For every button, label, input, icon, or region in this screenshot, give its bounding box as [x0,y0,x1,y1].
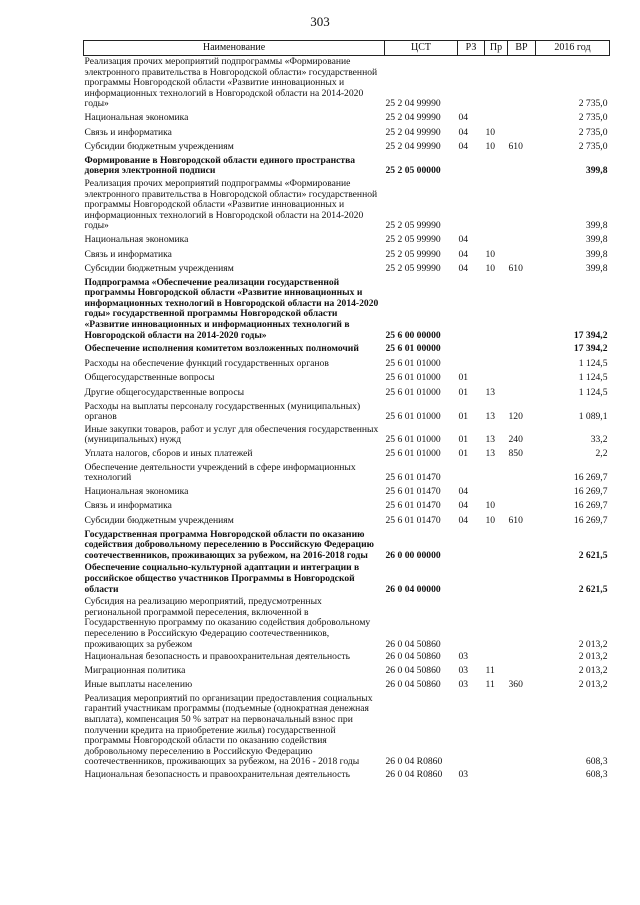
row-name: Иные закупки товаров, работ и услуг для обеспечения государственных (муниципальных) нужд [84,423,379,446]
table-row [84,178,610,233]
row-pr: 13 [485,411,496,423]
row-vr: 610 [508,141,523,153]
row-pr [485,529,508,563]
row-cst: 25 6 01 01000 [385,448,441,459]
row-vr [508,562,536,596]
row-amount: 399,8 [585,263,608,275]
row-pr [485,485,508,500]
table-row [84,140,610,155]
row-amount: 1 089,1 [578,411,608,423]
row-amount: 2 013,2 [578,651,608,663]
row-rz: 04 [458,141,469,153]
row-name: Национальная экономика [84,485,189,497]
row-vr: 360 [508,679,523,691]
row-vr [508,485,536,500]
row-vr [508,499,536,514]
row-pr [485,371,508,386]
row-amount: 16 269,7 [573,472,608,484]
row-amount: 17 394,2 [573,329,608,341]
row-name: Формирование в Новгородской области единого пространства доверия электронной подписи [84,154,356,177]
row-name: Иные выплаты населению [84,679,193,691]
table-row [84,401,610,424]
row-cst: 25 2 05 99990 [385,248,441,260]
row-rz: 01 [458,411,469,423]
table-body [84,56,610,782]
row-cst: 25 6 01 01000 [385,434,441,446]
table-row [84,529,610,563]
row-name: Обеспечение деятельности учреждений в сфере информационных технологий [84,461,356,484]
row-pr [485,277,508,343]
table-row [84,678,610,693]
table-row [84,371,610,386]
row-pr: 13 [485,387,496,399]
row-rz [458,277,485,343]
row-name: Субсидии бюджетным учреждениям [84,263,234,275]
header-cst: ЦСТ [385,41,458,56]
row-pr [485,178,508,233]
table-row [84,693,610,769]
table-row [84,277,610,343]
row-vr [508,693,536,769]
row-rz [458,56,485,111]
table-row [84,262,610,277]
table-row [84,499,610,514]
row-rz: 01 [458,372,469,384]
row-amount: 16 269,7 [573,500,608,512]
header-pr: Пр [485,41,508,56]
row-cst: 26 0 04 R0860 [385,756,443,768]
row-amount: 2 735,0 [578,126,608,138]
row-amount: 608,3 [585,756,608,768]
row-pr: 10 [485,263,496,275]
row-name: Реализация мероприятий по организации предоставления социальных гарантий участникам программы (подъемные (однократная денежная выплата), компенсация 50 % затрат на первоначальный взнос при получении кредита на приобретение жилья) государственной программы Новгородской области по оказанию содействия добровольному переселению в Российскую Федерацию соотечественников, проживающих за рубежом, на 2016 - 2018 годы [84,692,373,768]
row-pr [485,56,508,111]
row-cst: 25 2 05 99990 [385,233,441,245]
row-rz [458,596,485,651]
row-rz: 04 [458,500,469,512]
row-name: Национальная экономика [84,233,189,245]
row-name: Субсидии бюджетным учреждениям [84,514,234,526]
header-vr: ВР [508,41,536,56]
row-name: Субсидии бюджетным учреждениям [84,141,234,153]
row-pr [485,596,508,651]
table-row [84,485,610,500]
row-name: Связь и информатика [84,126,172,138]
table-row [84,769,610,782]
row-pr [485,233,508,248]
table-row [84,126,610,141]
row-rz: 03 [458,679,469,691]
row-cst: 26 0 04 50860 [385,679,441,691]
row-cst: 25 6 00 00000 [385,329,441,341]
row-amount: 2 013,2 [578,664,608,676]
row-cst: 26 0 00 00000 [385,549,441,561]
row-rz: 04 [458,263,469,275]
row-rz [458,357,485,372]
row-pr: 10 [485,141,496,153]
table-row [84,342,610,357]
row-rz: 04 [458,126,469,138]
header-name: Наименование [84,41,385,56]
table-row [84,562,610,596]
row-amount: 2 735,0 [578,98,608,110]
row-rz: 04 [458,514,469,526]
row-rz [458,693,485,769]
row-pr [485,155,508,178]
table-row [84,447,610,462]
row-cst: 26 0 04 50860 [385,664,441,676]
row-vr [508,529,536,563]
table-row [84,514,610,529]
row-amount: 399,8 [585,165,608,177]
row-rz: 04 [458,233,469,245]
row-name: Обеспечение социально-культурной адаптации и интеграции в российское общество участников Программы в Новгородской области [84,562,360,595]
table-row [84,233,610,248]
row-vr [508,769,536,782]
row-pr: 13 [485,434,496,446]
row-cst: 25 6 01 01000 [385,372,441,384]
row-pr: 10 [485,126,496,138]
row-amount: 2 621,5 [578,549,608,561]
row-vr [508,342,536,357]
row-name: Национальная безопасность и правоохранительная деятельность [84,769,350,781]
row-rz: 03 [458,651,469,663]
table-row [84,357,610,372]
row-pr [485,562,508,596]
row-vr [508,56,536,111]
row-vr [508,462,536,485]
row-amount: 2 735,0 [578,141,608,153]
row-amount: 1 124,5 [578,372,608,384]
row-rz [458,529,485,563]
row-vr [508,651,536,664]
row-cst: 25 6 01 01470 [385,472,441,484]
row-name: Другие общегосударственные вопросы [84,387,245,399]
row-amount: 2 013,2 [578,679,608,691]
row-pr: 11 [485,679,495,691]
row-amount: 1 124,5 [578,357,608,369]
row-vr: 850 [508,448,523,459]
row-cst: 25 2 05 99990 [385,220,441,232]
row-pr: 10 [485,500,496,512]
table-row [84,155,610,178]
row-cst: 25 6 01 01000 [385,357,441,369]
row-pr [485,342,508,357]
row-cst: 25 6 01 01000 [385,387,441,399]
row-cst: 25 6 01 01000 [385,411,441,423]
row-cst: 25 2 04 99990 [385,111,441,123]
budget-table [83,40,610,782]
row-cst: 25 2 04 99990 [385,98,441,110]
row-vr [508,664,536,679]
row-vr [508,111,536,126]
row-cst: 26 0 04 R0860 [385,769,443,781]
row-rz: 03 [458,664,469,676]
row-rz: 04 [458,111,469,123]
row-vr [508,248,536,263]
row-amount: 2 013,2 [578,638,608,650]
row-rz [458,342,485,357]
page-number: 303 [310,14,330,29]
row-rz: 03 [458,769,469,781]
table-row [84,386,610,401]
table-row [84,248,610,263]
row-cst: 25 6 01 01470 [385,514,441,526]
row-amount: 2,2 [595,448,608,459]
row-name: Субсидия на реализацию мероприятий, предусмотренных региональной программой переселения, включенной в Государственную программу по оказанию содействия добровольному переселению в Российскую Федерацию соотечественников, проживающих за рубежом [84,596,371,650]
row-pr [485,462,508,485]
row-vr [508,596,536,651]
row-rz [458,178,485,233]
header-year: 2016 год [536,41,610,56]
row-cst: 25 2 04 99990 [385,126,441,138]
table-header [84,41,610,56]
table-row [84,111,610,126]
row-vr: 240 [508,434,523,446]
row-rz: 04 [458,248,469,260]
table-row [84,462,610,485]
row-pr [485,651,508,664]
row-amount: 399,8 [585,248,608,260]
row-name: Связь и информатика [84,500,172,512]
row-name: Национальная безопасность и правоохранительная деятельность [84,651,350,663]
table-row [84,56,610,111]
row-amount: 33,2 [590,434,608,446]
table-row [84,651,610,664]
row-name: Подпрограмма «Обеспечение реализации государственной программы Новгородской области «Развитие инновационных и информационных технологий в Новгородской области на 2014-2020 годы» государственной программы Новгородской области «Развитие инновационных и информационных технологий в Новгородской области на 2014-2020 годы» [84,276,379,341]
row-vr: 610 [508,514,523,526]
row-amount: 16 269,7 [573,485,608,497]
table-row [84,664,610,679]
row-rz: 04 [458,485,469,497]
row-name: Национальная экономика [84,111,189,123]
row-pr [485,111,508,126]
row-pr: 11 [485,664,495,676]
row-pr [485,693,508,769]
row-name: Миграционная политика [84,664,186,676]
row-vr: 120 [508,411,523,423]
row-amount: 2 735,0 [578,111,608,123]
row-cst: 25 6 01 01470 [385,485,441,497]
row-rz [458,562,485,596]
row-pr [485,357,508,372]
row-rz [458,155,485,178]
row-cst: 25 2 04 99990 [385,141,441,153]
row-rz: 01 [458,434,469,446]
row-pr [485,769,508,782]
row-amount: 2 621,5 [578,583,608,595]
header-rz: РЗ [458,41,485,56]
row-name: Общегосударственные вопросы [84,372,215,384]
row-vr [508,126,536,141]
row-vr [508,233,536,248]
row-name: Обеспечение исполнения комитетом возложенных полномочий [84,343,359,355]
row-name: Реализация прочих мероприятий подпрограммы «Формирование электронного правительства в Новгородской области» государственной программы Новгородской области «Развитие инновационных и информационных технологий в Новгородской области на 2014-2020 годы» [84,177,378,232]
row-vr [508,155,536,178]
row-cst: 26 0 04 00000 [385,583,441,595]
row-cst: 26 0 04 50860 [385,638,441,650]
row-name: Расходы на обеспечение функций государственных органов [84,357,329,369]
row-cst: 25 6 01 01470 [385,500,441,512]
row-vr [508,357,536,372]
row-name: Уплата налогов, сборов и иных платежей [84,448,253,459]
row-vr [508,277,536,343]
row-cst: 25 2 05 00000 [385,165,441,177]
row-cst: 25 6 01 00000 [385,343,441,355]
row-name: Связь и информатика [84,248,172,260]
row-name: Государственная программа Новгородской области по оказанию содействия добровольному переселению в Российскую Федерацию соотечественников, проживающих за рубежом, на 2016-2018 годы [84,528,374,561]
row-amount: 17 394,2 [573,343,608,355]
row-cst: 25 2 05 99990 [385,263,441,275]
row-vr: 610 [508,263,523,275]
row-vr [508,371,536,386]
row-amount: 608,3 [585,769,608,781]
row-vr [508,386,536,401]
row-name: Расходы на выплаты персоналу государственных (муниципальных) органов [84,400,361,423]
row-rz: 01 [458,387,469,399]
row-rz: 01 [458,448,469,459]
row-vr [508,178,536,233]
row-amount: 16 269,7 [573,514,608,526]
row-amount: 399,8 [585,220,608,232]
row-amount: 1 124,5 [578,387,608,399]
row-amount: 399,8 [585,233,608,245]
row-cst: 26 0 04 50860 [385,651,441,663]
table-row [84,424,610,447]
table-row [84,596,610,651]
row-pr: 13 [485,448,496,459]
row-pr: 10 [485,248,496,260]
row-pr: 10 [485,514,496,526]
row-rz [458,462,485,485]
row-name: Реализация прочих мероприятий подпрограммы «Формирование электронного правительства в Новгородской области» государственной программы Новгородской области «Развитие инновационных и информационных технологий в Новгородской области на 2014-2020 годы» [84,56,378,110]
